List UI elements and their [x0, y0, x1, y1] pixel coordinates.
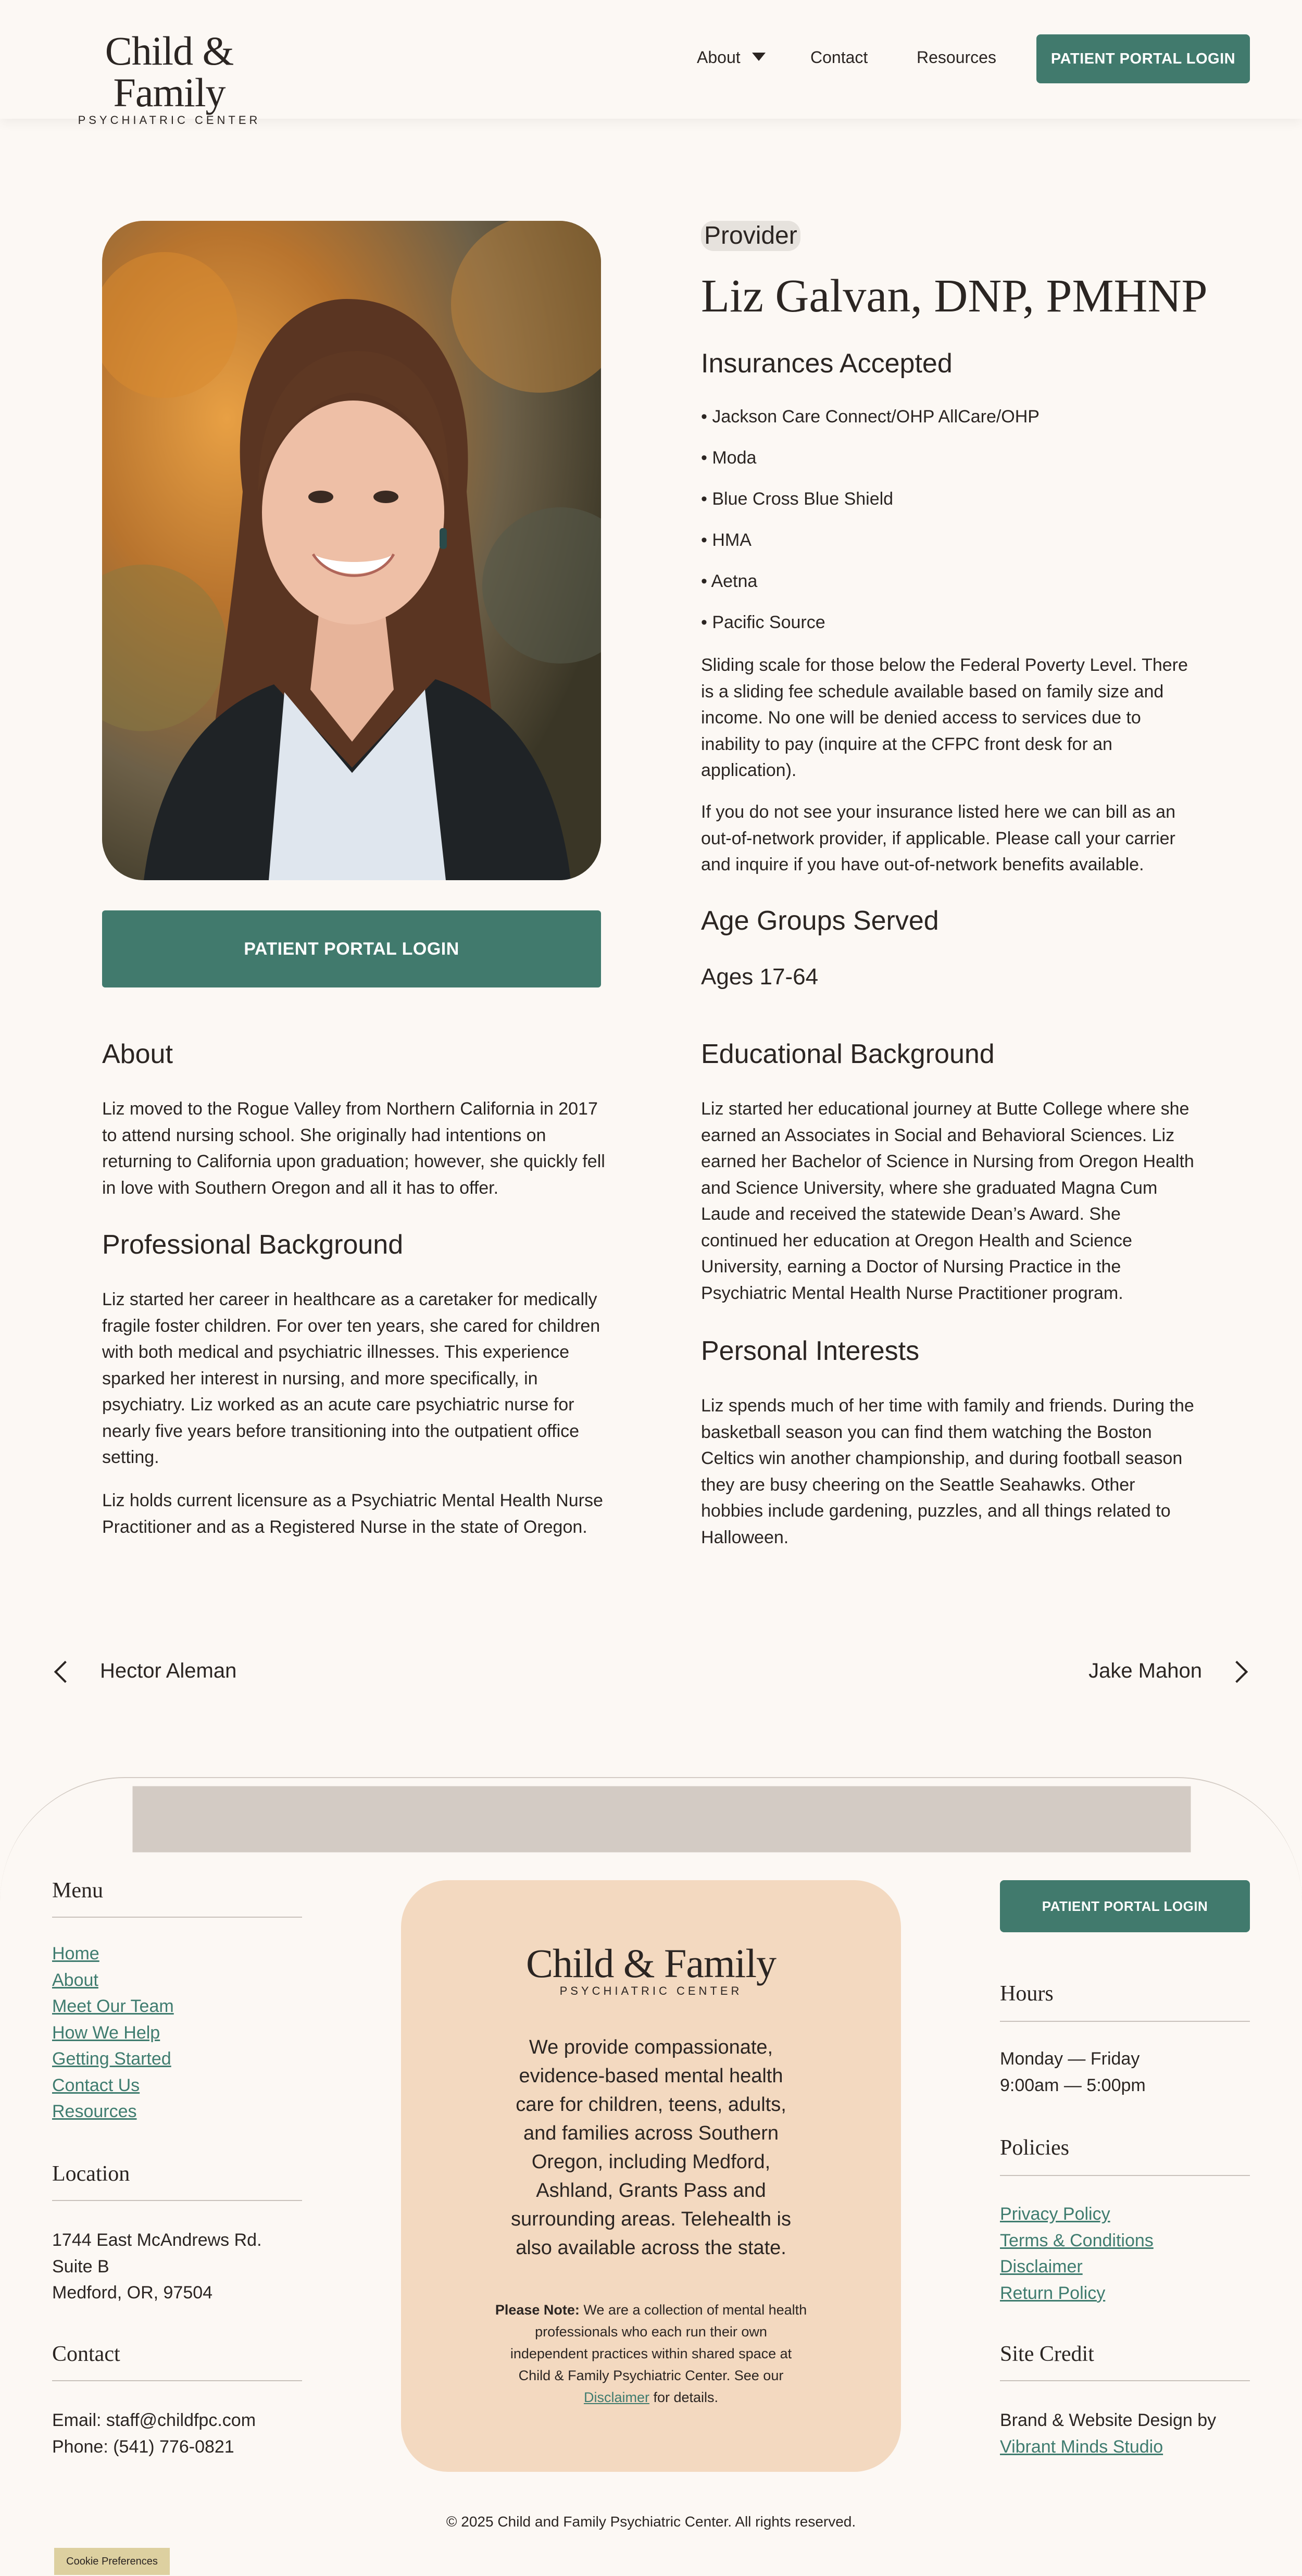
- footer-link-getting-started[interactable]: Getting Started: [52, 2049, 171, 2069]
- nav-contact[interactable]: Contact: [810, 48, 868, 67]
- footer-portal-login-button[interactable]: PATIENT PORTAL LOGIN: [1000, 1880, 1250, 1932]
- next-provider-name: Jake Mahon: [1088, 1659, 1202, 1682]
- footer-credit: [1000, 2407, 1216, 2460]
- divider: [1000, 2380, 1250, 2381]
- about-text: Liz moved to the Rogue Valley from Northern California in 2017 to attend nursing school. She originally had intentions on returning to California upon graduation; however, she quickly fell in love with Southern Oregon and all it has to offer.: [102, 1099, 605, 1198]
- about-heading: About: [102, 1039, 173, 1069]
- policy-link-return[interactable]: Return Policy: [1000, 2283, 1106, 2303]
- list-item: • Blue Cross Blue Shield: [701, 489, 894, 509]
- footer-link-contact-us[interactable]: Contact Us: [52, 2075, 140, 2095]
- insurance-list: [701, 406, 1201, 653]
- footer-link-about[interactable]: About: [52, 1970, 98, 1990]
- nav-about-label: About: [697, 48, 741, 67]
- site-logo[interactable]: [52, 30, 286, 127]
- note-disclaimer-link[interactable]: Disclaimer: [583, 2390, 649, 2405]
- footer-logo: [401, 1943, 901, 1998]
- footer-about-card: [401, 1880, 901, 2472]
- footer-address: [52, 2227, 262, 2306]
- logo-tagline: PSYCHIATRIC CENTER: [78, 114, 261, 127]
- policy-link-terms[interactable]: Terms & Conditions: [1000, 2230, 1154, 2250]
- footer-note: [495, 2299, 807, 2408]
- chevron-down-icon: [752, 53, 766, 61]
- provider-tag: Provider: [701, 221, 800, 251]
- contact-phone[interactable]: Phone: (541) 776-0821: [52, 2436, 234, 2457]
- policy-link-privacy[interactable]: Privacy Policy: [1000, 2204, 1110, 2224]
- next-provider-link[interactable]: [1088, 1655, 1250, 1686]
- divider: [1000, 2021, 1250, 2022]
- sliding-scale-text: Sliding scale for those below the Federal Poverty Level. There is a sliding fee schedule available based on family size and income. No one will be denied access to services due to inability to pay (inquire at the CFPC front desk for an application).: [701, 655, 1188, 780]
- note-end: for details.: [649, 2390, 719, 2405]
- site-header: [0, 0, 1302, 127]
- cookie-preferences-button[interactable]: Cookie Preferences: [54, 2548, 170, 2575]
- footer-logo-wordmark: Child & Family: [525, 1941, 777, 1986]
- hours-time: 9:00am — 5:00pm: [1000, 2075, 1146, 2095]
- credit-link[interactable]: Vibrant Minds Studio: [1000, 2436, 1163, 2457]
- footer-policies: [1000, 2201, 1154, 2306]
- ages-value: Ages 17-64: [701, 964, 819, 990]
- footer-contact-info: [52, 2407, 256, 2460]
- footer-link-resources[interactable]: Resources: [52, 2102, 137, 2121]
- chevron-left-icon: [54, 1661, 76, 1683]
- footer-link-meet-our-team[interactable]: Meet Our Team: [52, 1996, 174, 2016]
- interests-heading: Personal Interests: [701, 1336, 920, 1366]
- age-groups-heading: Age Groups Served: [701, 906, 939, 936]
- previous-provider-name: Hector Aleman: [100, 1659, 237, 1682]
- hours-days: Monday — Friday: [1000, 2049, 1140, 2069]
- list-item: • HMA: [701, 530, 752, 550]
- footer-hours: [1000, 2046, 1146, 2098]
- footer-contact-heading: Contact: [52, 2342, 120, 2366]
- education-text: Liz started her educational journey at Butte College where she earned an Associates in Social and Behavioral Sciences. Liz earned her Bachelor of Science in Nursing from Oregon Health and Science University, where she graduated Magna Cum Laude and received the statewide Dean’s Award. She continued her education at Oregon Health and Science University, earning a Doctor of Nursing Practice in the Psychiatric Mental Health Nurse Practitioner program.: [701, 1099, 1194, 1303]
- footer-logo-tagline: PSYCHIATRIC CENTER: [559, 1984, 743, 1997]
- education-heading: Educational Background: [701, 1039, 995, 1069]
- header-portal-login-button[interactable]: PATIENT PORTAL LOGIN: [1036, 34, 1250, 83]
- footer-link-how-we-help[interactable]: How We Help: [52, 2022, 160, 2043]
- copyright: © 2025 Child and Family Psychiatric Center. All rights reserved.: [446, 2514, 856, 2530]
- nav-about[interactable]: [697, 48, 766, 67]
- licensure-text: Liz holds current licensure as a Psychiatric Mental Health Nurse Practitioner and as a Registered Nurse in the state of Oregon.: [102, 1491, 603, 1537]
- footer-mission-text: We provide compassionate, evidence-based mental health care for children, teens, adults, and families across Southern Oregon, including Medford, Ashland, Grants Pass and surrounding areas. Telehealth is also available across the state.: [511, 2036, 791, 2259]
- nav-resources[interactable]: Resources: [917, 48, 996, 67]
- address-line-1: 1744 East McAndrews Rd.: [52, 2230, 262, 2250]
- footer-credit-heading: Site Credit: [1000, 2342, 1094, 2366]
- divider: [1000, 2175, 1250, 2176]
- footer-hours-heading: Hours: [1000, 1982, 1054, 2006]
- credit-text: Brand & Website Design by: [1000, 2410, 1217, 2430]
- footer-link-home[interactable]: Home: [52, 1944, 99, 1964]
- out-of-network-text: If you do not see your insurance listed here we can bill as an out-of-network provider, if applicable. Please call your carrier and inquire if you have out-of-network benefits available.: [701, 802, 1175, 874]
- list-item: • Aetna: [701, 571, 758, 591]
- footer-policies-heading: Policies: [1000, 2136, 1069, 2160]
- list-item: • Pacific Source: [701, 612, 825, 632]
- note-text: We are a collection of mental health professionals who each run their own independent practices within shared space at Child & Family Psychiatric Center. See our: [510, 2302, 807, 2383]
- address-line-2: Suite B: [52, 2256, 109, 2277]
- provider-photo: [102, 221, 601, 880]
- divider: [52, 2200, 302, 2201]
- divider: [52, 1917, 302, 1918]
- provider-portrait-illustration: [102, 221, 601, 880]
- chevron-right-icon: [1226, 1661, 1248, 1683]
- list-item: • Jackson Care Connect/OHP AllCare/OHP: [701, 407, 1040, 427]
- address-line-3: Medford, OR, 97504: [52, 2283, 213, 2303]
- footer-menu-heading: Menu: [52, 1879, 103, 1903]
- professional-heading: Professional Background: [102, 1230, 404, 1260]
- footer-menu: [52, 1941, 174, 2125]
- policy-link-disclaimer[interactable]: Disclaimer: [1000, 2257, 1083, 2277]
- profile-portal-login-button[interactable]: PATIENT PORTAL LOGIN: [102, 910, 601, 987]
- insurances-heading: Insurances Accepted: [701, 348, 953, 379]
- footer-location-heading: Location: [52, 2162, 130, 2186]
- interests-text: Liz spends much of her time with family and friends. During the basketball season you can find them watching the Boston Celtics win another championship, and during football season they are busy cheering on the Seattle Seahawks. Other hobbies include gardening, puzzles, and all things related to Halloween.: [701, 1396, 1194, 1547]
- list-item: • Moda: [701, 448, 757, 468]
- logo-wordmark: Child & Family: [105, 28, 234, 115]
- previous-provider-link[interactable]: [52, 1655, 236, 1686]
- contact-email[interactable]: Email: staff@childfpc.com: [52, 2410, 256, 2430]
- divider: [52, 2380, 302, 2381]
- professional-text: Liz started her career in healthcare as a caretaker for medically fragile foster children. For over ten years, she cared for children with both medical and psychiatric illnesses. This experience sparked her interest in nursing, and more specifically, in psychiatry. Liz worked as an acute care psychiatric nurse for nearly five years before transitioning into the outpatient office setting.: [102, 1290, 600, 1467]
- provider-name: Liz Galvan, DNP, PMHNP: [701, 270, 1208, 322]
- note-label: Please Note:: [495, 2302, 580, 2318]
